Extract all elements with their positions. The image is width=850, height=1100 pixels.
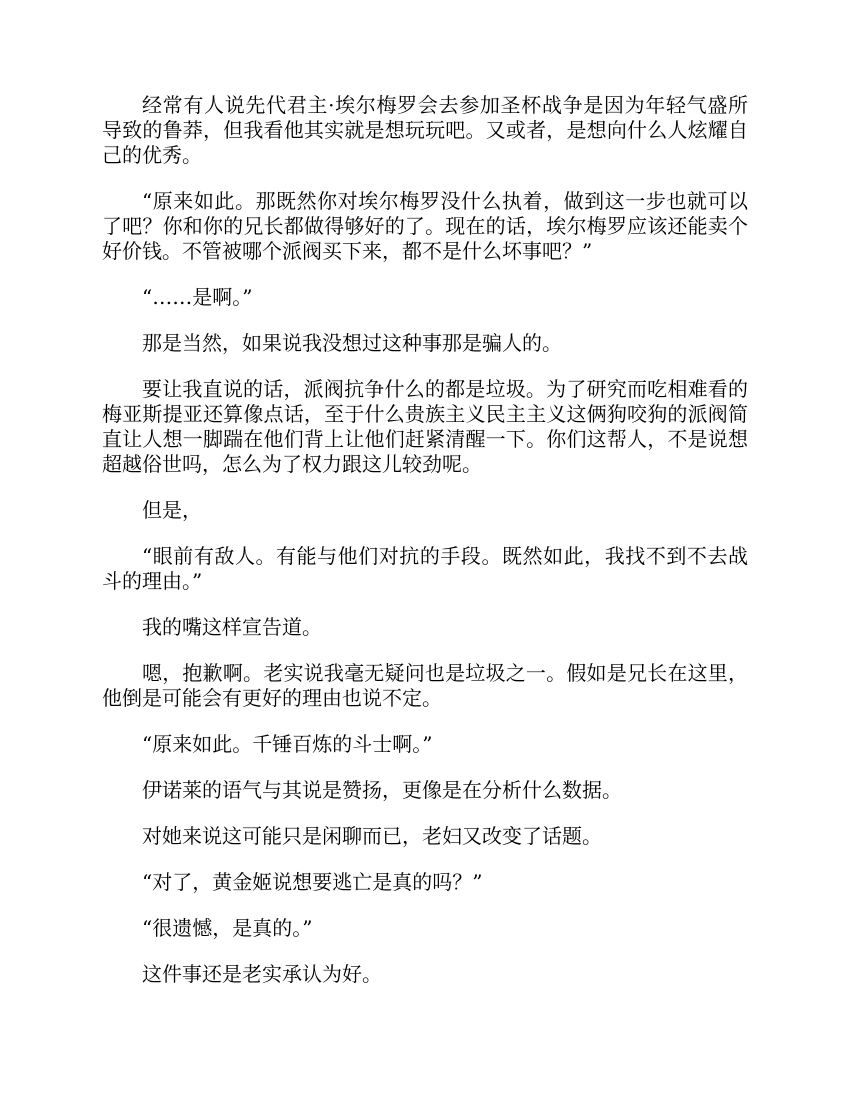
paragraph: 经常有人说先代君主·埃尔梅罗会去参加圣杯战争是因为年轻气盛所导致的鲁莽，但我看他其实就是想玩玩吧。又或者，是想向什么人炫耀自己的优秀。 [102,93,748,167]
paragraph: “对了，黄金姬说想要逃亡是真的吗？” [142,870,483,894]
document-page [102,93,748,1008]
paragraph: “眼前有敌人。有能与他们对抗的手段。既然如此，我找不到不去战斗的理由。” [102,544,748,593]
paragraph: 对她来说这可能只是闲聊而已，老妇又改变了话题。 [142,824,602,848]
paragraph: 这件事还是老实承认为好。 [142,962,382,986]
paragraph: 要让我直说的话，派阀抗争什么的都是垃圾。为了研究而吃相难看的梅亚斯提亚还算像点话，至于什么贵族主义民主主义这俩狗咬狗的派阀简直让人想一脚踹在他们背上让他们赶紧清醒一下。你们这帮人，不是说想超越俗世吗，怎么为了权力跟这儿较劲呢。 [102,377,748,476]
paragraph: 那是当然，如果说我没想过这种事那是骗人的。 [142,331,562,355]
paragraph: 我的嘴这样宣告道。 [142,615,322,639]
paragraph: “很遗憾，是真的。” [142,916,313,940]
paragraph: “原来如此。千锤百炼的斗士啊。” [142,732,433,756]
paragraph: 但是， [142,498,202,522]
paragraph: 嗯，抱歉啊。老实说我毫无疑问也是垃圾之一。假如是兄长在这里，他倒是可能会有更好的理由也说不定。 [102,661,748,710]
paragraph: 伊诺莱的语气与其说是赞扬，更像是在分析什么数据。 [142,778,622,802]
paragraph: “……是啊。” [142,285,253,309]
paragraph: “原来如此。那既然你对埃尔梅罗没什么执着，做到这一步也就可以了吧？你和你的兄长都做得够好的了。现在的话，埃尔梅罗应该还能卖个好价钱。不管被哪个派阀买下来，都不是什么坏事吧？” [102,189,748,263]
